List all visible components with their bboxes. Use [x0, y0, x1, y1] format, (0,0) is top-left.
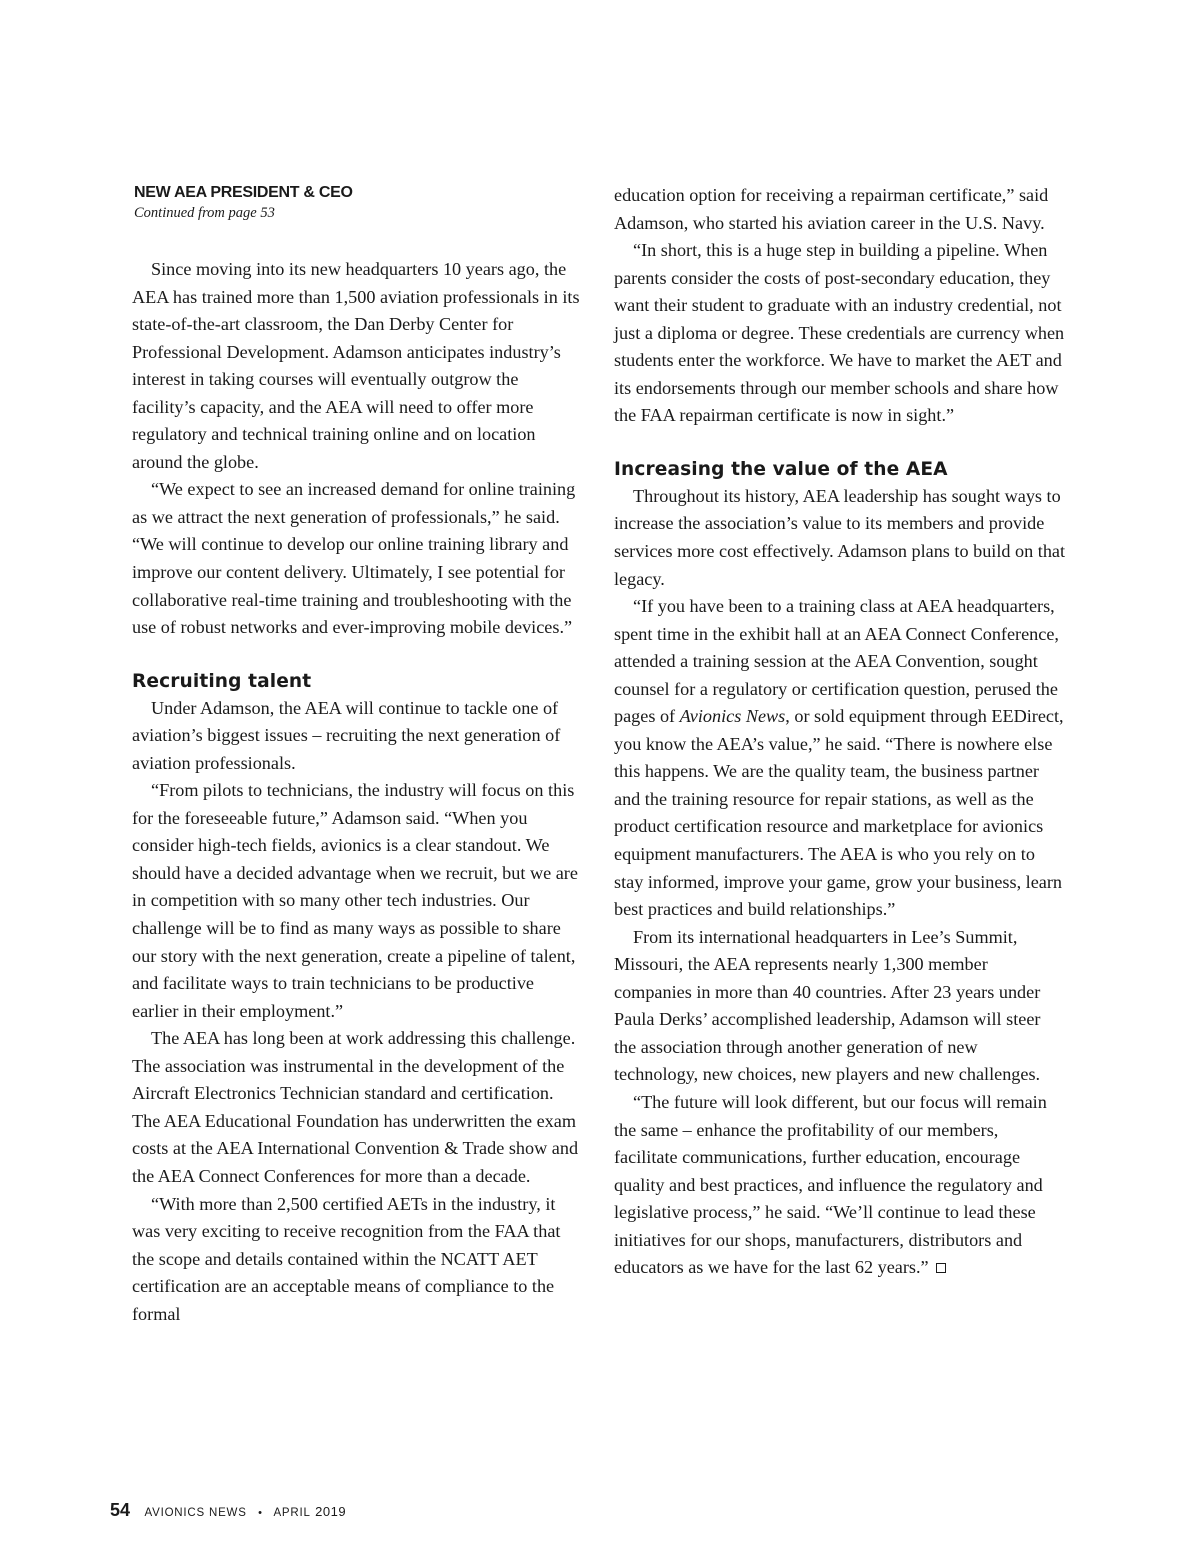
paragraph-text: “The future will look different, but our focus will remain the same – enhance the profitability of our members, facilitate communications, further education, encourage quality and best practices, and influence the regulatory and legislative process,” he said. “We’ll continue to lead these initiatives for our shops, manufacturers, distributors and educators as we have for the last 62 years.”: [614, 1091, 1047, 1278]
page-footer: [110, 1500, 346, 1521]
subheading-recruiting-talent: Recruiting talent: [132, 670, 312, 692]
paragraph: From its international headquarters in Lee’s Summit, Missouri, the AEA represents nearly 1,300 member companies in more than 40 countries. After 23 years under Paula Derks’ accomplished leadership, Adamson will steer the association through another generation of new technology, new choices, new players and new challenges.: [614, 926, 1041, 1085]
paragraph: “With more than 2,500 certified AETs in the industry, it was very exciting to receive recognition from the FAA that the scope and details contained within the NCATT AET certification are an acceptable means of compliance to the formal: [132, 1193, 561, 1324]
paragraph-text: “If you have been to a training class at AEA headquarters, spent time in the exhibit hall at an AEA Connect Conference, attended a training session at the AEA Convention, sought counsel for a regulatory or certification question, perused the pages of: [614, 596, 1059, 727]
publication-title: Avionics News: [679, 706, 786, 727]
issue-year: 2019: [315, 1504, 347, 1519]
paragraph: Throughout its history, AEA leadership has sought ways to increase the association’s value to its members and provide services more cost effectively. Adamson plans to build on that legacy.: [614, 485, 1066, 589]
footer-separator: •: [258, 1507, 262, 1519]
subheading-increasing-value: Increasing the value of the AEA: [614, 458, 948, 480]
right-column: [614, 182, 1066, 1282]
paragraph: The AEA has long been at work addressing this challenge. The association was instrumental in the development of the Aircraft Electronics Technician standard and certification. The AEA Educational Foundation has underwritten the exam costs at the AEA International Convention & Trade show and the AEA Connect Conferences for more than a decade.: [132, 1028, 579, 1186]
continued-note: Continued from page 53: [134, 205, 275, 221]
paragraph: “From pilots to technicians, the industry will focus on this for the foreseeable future,” Adamson said. “When you consider high-tech fields, avionics is a clear standout. We should have a decided advantage when we recruit, but we are in competition with so many other tech industries. Our challenge will be to find as many ways as possible to share our story with the next generation, create a pipeline of talent, and facilitate ways to train technicians to be productive earlier in their employment.”: [132, 780, 578, 1021]
magazine-name: AVIONICS NEWS: [144, 1507, 247, 1519]
paragraph: education option for receiving a repairman certificate,” said Adamson, who started his aviation career in the U.S. Navy.: [614, 185, 1049, 233]
paragraph: Since moving into its new headquarters 10 years ago, the AEA has trained more than 1,500 aviation professionals in its state-of-the-art classroom, the Dan Derby Center for Professional Development. Adamson anticipates industry’s interest in taking courses will eventually outgrow the facility’s capacity, and the AEA will need to offer more regulatory and technical training online and on location around the globe.: [132, 259, 580, 472]
end-mark-icon: [936, 1263, 946, 1273]
paragraph: [614, 593, 1066, 924]
paragraph-text: , or sold equipment through EEDirect, you know the AEA’s value,” he said. “There is nowhere else this happens. We are the quality team, the business partner and the training resource for repair stations, as well as the product certification resource and marketplace for avionics equipment manufacturers. The AEA is who you rely on to stay informed, improve your game, grow your business, learn best practices and build relationships.”: [614, 706, 1064, 920]
paragraph: [614, 1089, 1066, 1282]
paragraph: “We expect to see an increased demand for online training as we attract the next generation of professionals,” he said. “We will continue to develop our online training library and improve our content delivery. Ultimately, I see potential for collaborative real-time training and troubleshooting with the use of robust networks and ever-improving mobile devices.”: [132, 479, 576, 638]
paragraph: “In short, this is a huge step in building a pipeline. When parents consider the costs of post-secondary education, they want their student to graduate with an industry credential, not just a diploma or degree. These credentials are currency when students enter the workforce. We have to market the AET and its endorsements through our member schools and share how the FAA repairman certificate is now in sight.”: [614, 240, 1065, 426]
left-column: [132, 182, 584, 1328]
paragraph: Under Adamson, the AEA will continue to tackle one of aviation’s biggest issues – recruiting the next generation of aviation professionals.: [132, 697, 561, 773]
issue-month: APRIL: [273, 1507, 311, 1519]
section-kicker: NEW AEA PRESIDENT & CEO: [134, 184, 353, 201]
page-number: 54: [110, 1500, 131, 1520]
